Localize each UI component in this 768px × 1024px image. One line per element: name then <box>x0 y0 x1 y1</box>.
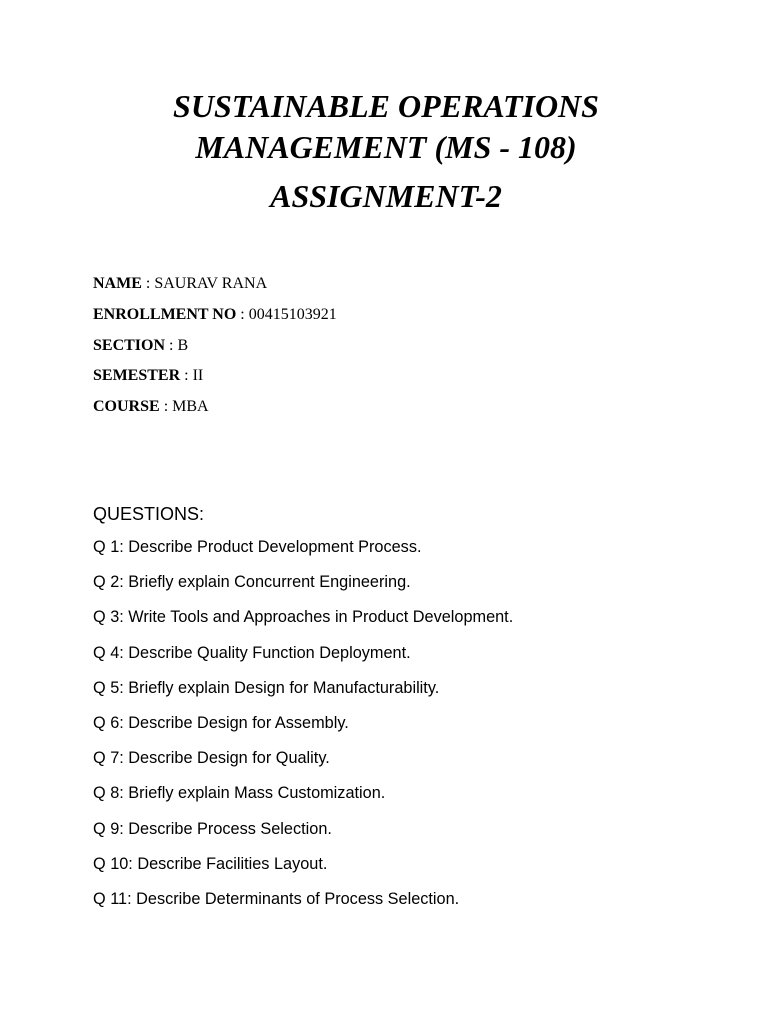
info-separator: : <box>236 305 249 323</box>
questions-section <box>93 502 513 922</box>
info-separator: : <box>165 336 178 354</box>
info-separator: : <box>141 275 155 292</box>
info-label: ENROLLMENT NO <box>93 305 237 323</box>
info-value: 00415103921 <box>248 305 337 323</box>
info-value: II <box>192 367 204 385</box>
question-item: Q 1: Describe Product Development Process. <box>93 538 422 556</box>
question-item: Q 5: Briefly explain Design for Manufacturability. <box>93 678 440 697</box>
questions-heading: QUESTIONS: <box>93 504 205 524</box>
info-row-section <box>93 336 337 367</box>
question-item: Q 7: Describe Design for Quality. <box>93 749 330 768</box>
question-item: Q 10: Describe Facilities Layout. <box>93 854 328 873</box>
info-value: B <box>177 336 189 354</box>
question-item: Q 3: Write Tools and Approaches in Product Development. <box>93 608 514 627</box>
student-info <box>93 274 337 428</box>
info-label: COURSE <box>93 398 160 416</box>
question-item: Q 11: Describe Determinants of Process Selection. <box>93 889 460 908</box>
question-item: Q 8: Briefly explain Mass Customization. <box>93 784 386 803</box>
title-line-2: MANAGEMENT (MS - 108) <box>195 129 577 165</box>
question-item: Q 9: Describe Process Selection. <box>93 819 332 838</box>
info-value: MBA <box>172 398 209 416</box>
document-title <box>0 86 768 168</box>
info-row-semester <box>93 366 337 397</box>
info-row-enrollment <box>93 305 337 336</box>
info-separator: : <box>159 398 173 416</box>
title-line-1: SUSTAINABLE OPERATIONS <box>173 88 599 124</box>
question-item: Q 4: Describe Quality Function Deployment. <box>93 643 411 662</box>
info-row-course <box>93 397 337 428</box>
info-label: SECTION <box>93 336 166 354</box>
info-separator: : <box>180 367 193 385</box>
info-row-name <box>93 274 337 305</box>
question-item: Q 6: Describe Design for Assembly. <box>93 713 349 732</box>
question-item: Q 2: Briefly explain Concurrent Engineering. <box>93 573 411 592</box>
assignment-heading: ASSIGNMENT-2 <box>270 178 502 214</box>
info-label: NAME <box>93 275 142 292</box>
info-label: SEMESTER <box>93 367 181 385</box>
info-value: SAURAV RANA <box>154 275 268 292</box>
